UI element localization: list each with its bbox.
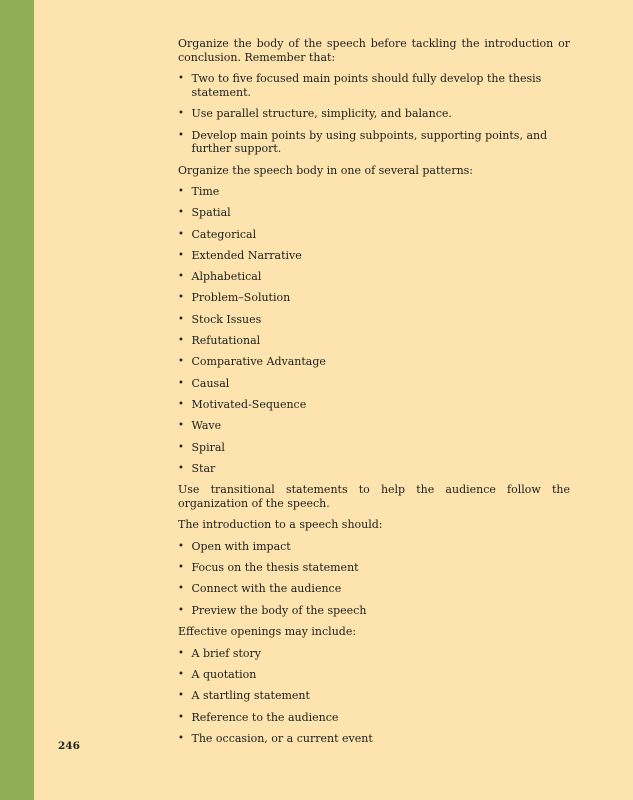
list-item: • Refutational: [178, 334, 570, 348]
list-item: • Wave: [178, 419, 570, 433]
list-item: • Time: [178, 185, 570, 199]
section1-intro: Organize the body of the speech before tackling the introduction or conclusion. Remember that:: [178, 37, 570, 64]
list-item: • Use parallel structure, simplicity, and balance.: [178, 107, 570, 121]
list-item: • Preview the body of the speech: [178, 604, 570, 618]
list-item: • The occasion, or a current event: [178, 732, 570, 746]
introduction-list: [178, 540, 570, 617]
side-color-band: [0, 0, 34, 800]
list-item: • Connect with the audience: [178, 582, 570, 596]
page-content: [178, 37, 570, 753]
section5-intro: Effective openings may include:: [178, 625, 357, 639]
list-item: • Open with impact: [178, 540, 570, 554]
list-item: • Causal: [178, 377, 570, 391]
section2-intro: Organize the speech body in one of several patterns:: [178, 163, 474, 177]
list-item: • Star: [178, 462, 570, 476]
openings-list: [178, 647, 570, 746]
list-item: • Motivated-Sequence: [178, 398, 570, 412]
page-number: 246: [58, 740, 80, 752]
list-item: • A startling statement: [178, 689, 570, 703]
list-item: • Problem–Solution: [178, 291, 570, 305]
list-item: • Develop main points by using subpoints, supporting points, and further support.: [178, 129, 570, 156]
list-item: • Comparative Advantage: [178, 355, 570, 369]
list-item: • Categorical: [178, 228, 570, 242]
list-item: • Spiral: [178, 441, 570, 455]
list-item: • Spatial: [178, 206, 570, 220]
patterns-list: [178, 185, 570, 475]
section4-intro: The introduction to a speech should:: [178, 518, 383, 532]
transition-paragraph: Use transitional statements to help the audience follow the organization of the speech.: [178, 483, 570, 510]
list-item: • A brief story: [178, 647, 570, 661]
list-item: • Stock Issues: [178, 313, 570, 327]
list-item: • Reference to the audience: [178, 711, 570, 725]
list-item: • Focus on the thesis statement: [178, 561, 570, 575]
list-item: • Two to five focused main points should fully develop the thesis statement.: [178, 72, 570, 99]
list-item: • Alphabetical: [178, 270, 570, 284]
list-item: • Extended Narrative: [178, 249, 570, 263]
list-item: • A quotation: [178, 668, 570, 682]
section1-list: [178, 72, 570, 156]
